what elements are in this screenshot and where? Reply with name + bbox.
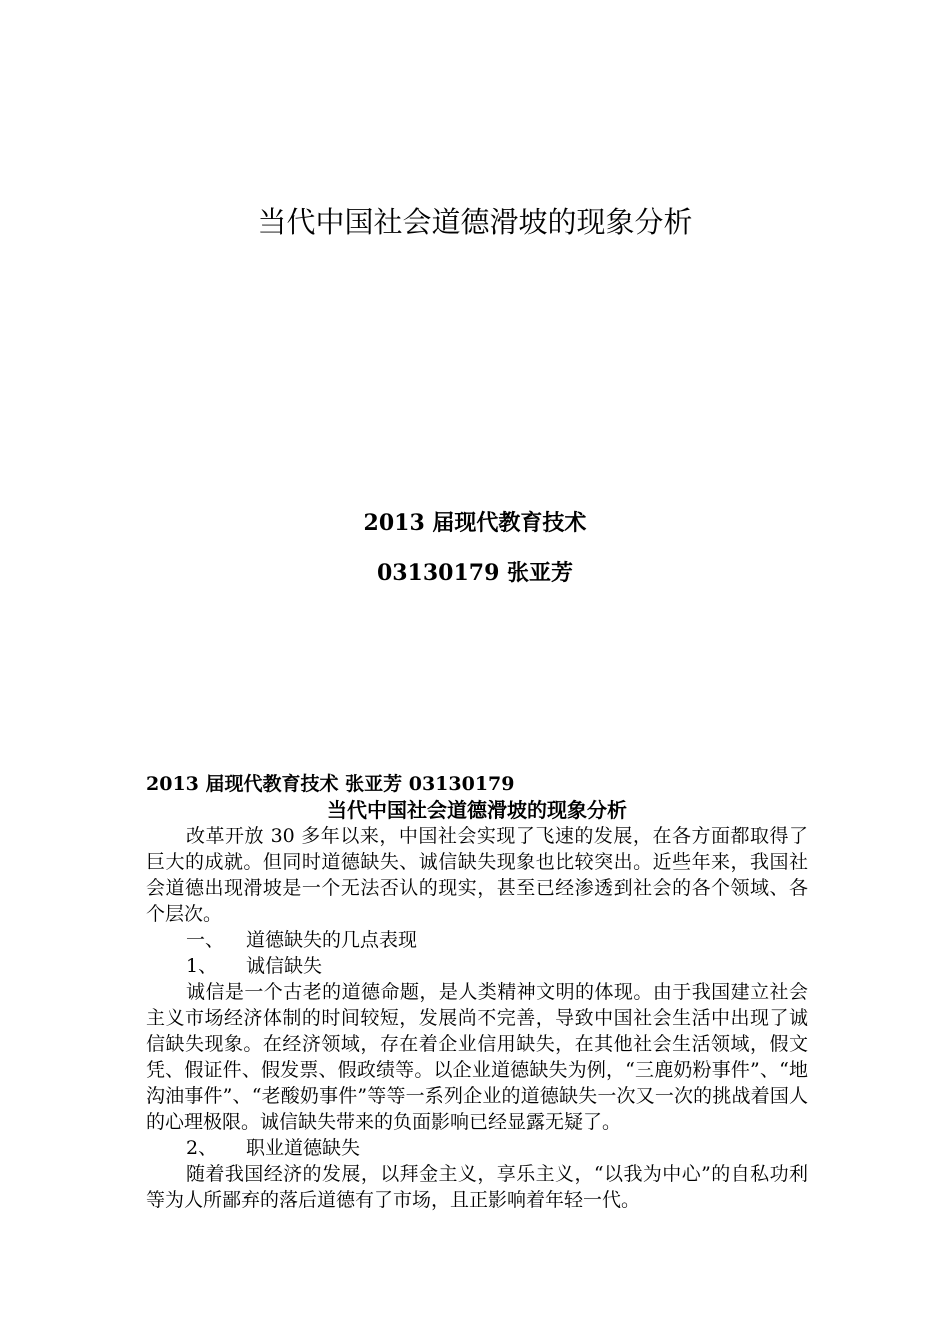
subsection-text: 诚信缺失 <box>246 955 323 977</box>
cover-author-line: 03130179 张亚芳 <box>376 560 574 586</box>
body-title: 当代中国社会道德滑坡的现象分析 <box>327 798 627 822</box>
section-heading-1 <box>146 927 808 953</box>
subsection-text: 职业道德缺失 <box>246 1137 361 1159</box>
subsection-heading-1 <box>146 953 808 979</box>
cover-class-line: 2013 届现代教育技术 <box>363 510 587 536</box>
section-number: 一、 <box>186 929 225 951</box>
intro-paragraph: 改革开放 30 多年以来，中国社会实现了飞速的发展，在各方面都取得了巨大的成就。但同时道德缺失、诚信缺失现象也比较突出。近些年来，我国社会道德出现滑坡是一个无法否认的现实，甚至已经渗透到社会的各个领域、各个层次。 <box>146 825 808 925</box>
subsection-number: 2、 <box>186 1137 218 1159</box>
subsection-heading-2 <box>146 1135 808 1161</box>
section-text: 道德缺失的几点表现 <box>246 929 418 951</box>
subsection-number: 1、 <box>186 955 218 977</box>
body-header-line: 2013 届现代教育技术 张亚芳 03130179 <box>146 773 515 795</box>
document-body <box>146 771 808 1213</box>
paragraph-honesty: 诚信是一个古老的道德命题，是人类精神文明的体现。由于我国建立社会主义市场经济体制的时间较短，发展尚不完善，导致中国社会生活中出现了诚信缺失现象。在经济领域，存在着企业信用缺失，在其他社会生活领域，假文凭、假证件、假发票、假政绩等。以企业道德缺失为例，“三鹿奶粉事件”、“地沟油事件”、“老酸奶事件”等等一系列企业的道德缺失一次又一次的挑战着国人的心理极限。诚信缺失带来的负面影响已经显露无疑了。 <box>146 981 808 1133</box>
paragraph-professional-ethics: 随着我国经济的发展，以拜金主义，享乐主义，“以我为中心”的自私功利等为人所鄙弃的落后道德有了市场，且正影响着年轻一代。 <box>146 1163 808 1211</box>
cover-title: 当代中国社会道德滑坡的现象分析 <box>257 205 693 239</box>
